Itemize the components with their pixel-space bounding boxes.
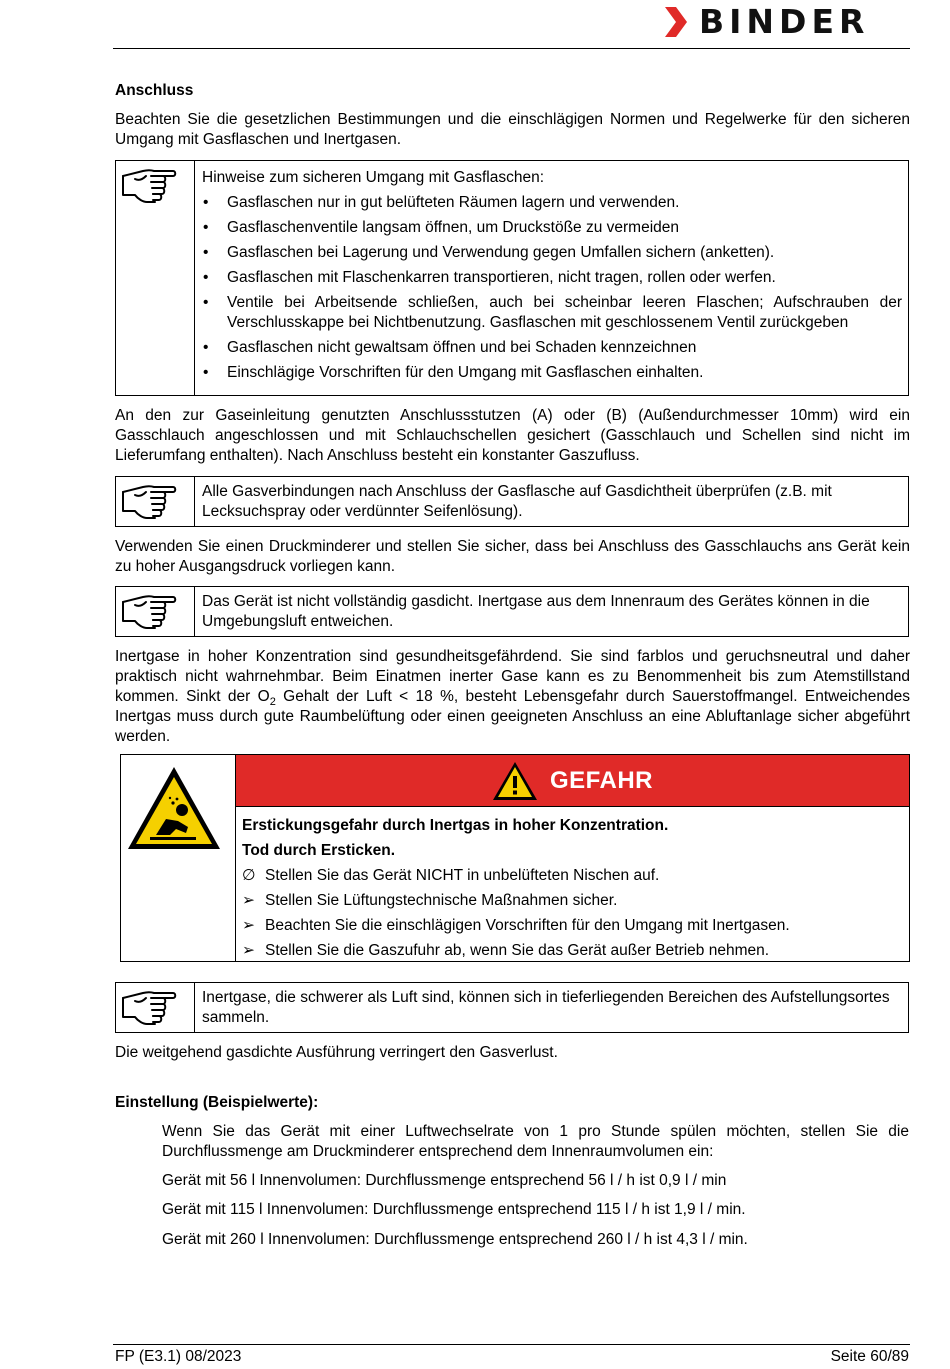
note-icon-cell: [116, 587, 195, 636]
arrow-bullet-icon: ➢: [242, 892, 255, 909]
bullet-icon: •: [203, 294, 209, 311]
danger-header: [236, 755, 909, 807]
note-content: Inertgase, die schwerer als Luft sind, können sich in tieferliegenden Bereichen des Aufstellungsortes sammeln.: [202, 989, 890, 1026]
danger-content: [236, 755, 909, 961]
settings-example: Gerät mit 56 l Innenvolumen: Durchflussmenge entsprechend 56 l / h ist 0,9 l / min: [162, 1172, 727, 1189]
footer-doc-id: FP (E3.1) 08/2023: [115, 1348, 242, 1365]
list-item: • Gasflaschen nicht gewaltsam öffnen und bei Schaden kennzeichnen: [203, 339, 697, 356]
suffocation-warning-icon: [126, 765, 222, 851]
note-content: Alle Gasverbindungen nach Anschluss der Gasflasche auf Gasdichtheit überprüfen (z.B. mit Lecksuchspray oder verdünnter Seifenlösung).: [202, 483, 832, 520]
bullet-icon: •: [203, 339, 209, 356]
pointing-hand-icon: [121, 591, 177, 633]
bullet-icon: •: [203, 244, 209, 261]
settings-example: Gerät mit 115 l Innenvolumen: Durchflussmenge entsprechend 115 l / h ist 1,9 l / min.: [162, 1201, 746, 1218]
connection-paragraph: An den zur Gaseinleitung genutzten Anschlussstutzen (A) oder (B) (Außendurchmesser 10mm) wird ein Gasschlauch angeschlossen und mit Schlauchschellen gesichert (Gasschlauch und Schellen sind nicht im Lieferumfang enthalten). Nach Anschluss besteht ein konstanter Gaszufluss.: [115, 407, 910, 464]
danger-body: [236, 807, 909, 961]
note-box-gas-cylinders: [115, 160, 909, 396]
list-item: • Einschlägige Vorschriften für den Umgang mit Gasflaschen einhalten.: [203, 364, 704, 381]
warning-triangle-icon: [492, 761, 538, 801]
list-item: • Ventile bei Arbeitsende schließen, auch bei scheinbar leeren Flaschen; Aufschrauben der Verschlusskappe bei Nichtbenutzung. Gasflaschen mit geschlossenem Ventil zurückgeben: [203, 294, 902, 331]
danger-action: ➢ Stellen Sie die Gaszufuhr ab, wenn Sie das Gerät außer Betrieb nehmen.: [242, 942, 770, 959]
section-heading: Anschluss: [115, 82, 194, 99]
note-icon-cell: [116, 477, 195, 526]
settings-intro: Wenn Sie das Gerät mit einer Luftwechselrate von 1 pro Stunde spülen möchten, stellen Sie die Durchflussmenge am Druckminderer entsprechend dem Innenraumvolumen ein:: [162, 1123, 909, 1160]
note-content: [195, 161, 908, 395]
note-content: Das Gerät ist nicht vollständig gasdicht. Inertgase aus dem Innenraum des Gerätes können in die Umgebungsluft entweichen.: [202, 593, 870, 630]
danger-action: ➢ Stellen Sie Lüftungstechnische Maßnahmen sicher.: [242, 892, 618, 909]
pointing-hand-icon: [121, 165, 177, 207]
footer-divider: [113, 1344, 910, 1345]
prohibition-icon: ∅: [242, 867, 256, 884]
danger-icon-cell: [121, 755, 236, 961]
arrow-bullet-icon: ➢: [242, 942, 255, 959]
note-box-heavier-than-air: [115, 982, 909, 1033]
bullet-icon: •: [203, 269, 209, 286]
intro-paragraph: Beachten Sie die gesetzlichen Bestimmungen und die einschlägigen Normen und Regelwerke für den sicheren Umgang mit Gasflaschen und Inertgasen.: [115, 111, 910, 148]
footer-page-number: Seite 60/89: [830, 1348, 909, 1365]
note-title: Hinweise zum sicheren Umgang mit Gasflaschen:: [202, 169, 544, 186]
arrow-bullet-icon: ➢: [242, 917, 255, 934]
list-item: • Gasflaschen bei Lagerung und Verwendung gegen Umfallen sichern (anketten).: [203, 244, 775, 261]
pointing-hand-icon: [121, 987, 177, 1029]
binder-logo-mark-icon: [665, 7, 687, 37]
brand-name: BINDER: [699, 2, 870, 41]
danger-action: ➢ Beachten Sie die einschlägigen Vorschriften für den Umgang mit Inertgasen.: [242, 917, 790, 934]
list-item: • Gasflaschenventile langsam öffnen, um Druckstöße zu vermeiden: [203, 219, 680, 236]
binder-logo: [665, 2, 870, 41]
note-icon-cell: [116, 983, 195, 1032]
note-box-leak-test: [115, 476, 909, 527]
settings-heading: Einstellung (Beispielwerte):: [115, 1094, 319, 1111]
pressure-reducer-paragraph: Verwenden Sie einen Druckminderer und stellen Sie sicher, dass bei Anschluss des Gasschlauchs ans Gerät kein zu hoher Ausgangsdruck vorliegen kann.: [115, 538, 910, 575]
pointing-hand-icon: [121, 481, 177, 523]
bullet-icon: •: [203, 219, 209, 236]
danger-headline: Erstickungsgefahr durch Inertgas in hoher Konzentration.: [242, 817, 669, 834]
list-item: • Gasflaschen nur in gut belüfteten Räumen lagern und verwenden.: [203, 194, 680, 211]
note-box-not-gastight: [115, 586, 909, 637]
bullet-icon: •: [203, 364, 209, 381]
danger-warning-box: [120, 754, 910, 962]
inert-gas-paragraph: Inertgase in hoher Konzentration sind gesundheitsgefährdend. Sie sind farblos und geruchsneutral und daher praktisch nicht wahrnehmbar. Beim Einatmen inerter Gase kann es zu Benommenheit bis zum Atemstillstand kommen. Sinkt der $O_2$ Gehalt der Luft < 18 %, besteht Lebensgefahr durch Sauerstoffmangel. Entweichendes Inertgas muss durch gute Raumbelüftung oder einen geeigneten Anschluss an eine Abluftanlage sicher abgeführt werden.: [115, 648, 911, 745]
list-item: • Gasflaschen mit Flaschenkarren transportieren, nicht tragen, rollen oder werfen.: [203, 269, 776, 286]
note-icon-cell: [116, 161, 195, 395]
danger-prohibition: ∅ Stellen Sie das Gerät NICHT in unbelüfteten Nischen auf.: [242, 867, 660, 884]
danger-title: GEFAHR: [549, 766, 653, 794]
bullet-icon: •: [203, 194, 209, 211]
header-divider: [113, 48, 910, 49]
danger-consequence: Tod durch Ersticken.: [242, 842, 396, 859]
settings-example: Gerät mit 260 l Innenvolumen: Durchflussmenge entsprechend 260 l / h ist 4,3 l / min.: [162, 1231, 748, 1248]
gas-loss-paragraph: Die weitgehend gasdichte Ausführung verringert den Gasverlust.: [115, 1044, 558, 1061]
